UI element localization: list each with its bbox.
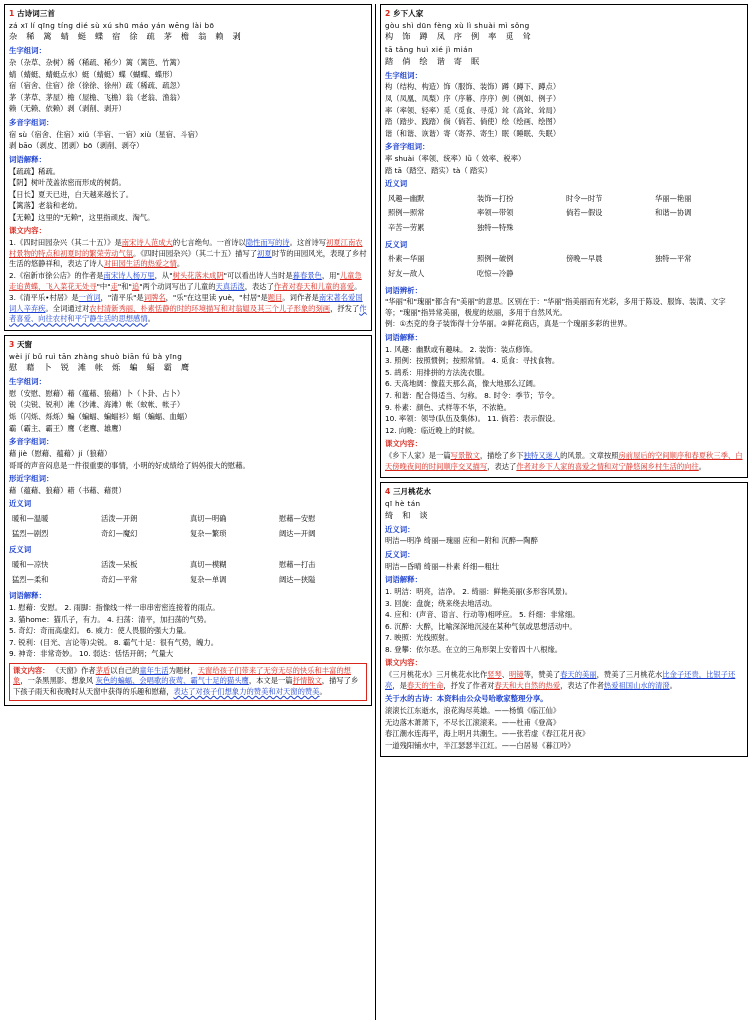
jinyi-cell: 风趣—幽默	[388, 193, 425, 203]
cihui-label: 词语解释：	[385, 575, 422, 585]
cihui-item: 7. 和谐：配合得适当、匀称。 8. 时令：季节；节令。	[385, 391, 560, 401]
fanyi-table	[385, 251, 743, 282]
pinyin-line: wèi jí bǔ ruì tān zhàng shuò biān fú bà yīng	[9, 351, 183, 361]
shengzi-list	[385, 82, 743, 139]
cihui-item: 5. 鸪系：用排拼的方法洗衣服。	[385, 367, 490, 377]
jinyi-cell: 辛苦—劳累	[388, 223, 425, 233]
section-heading: 天窗	[16, 339, 33, 349]
jinyi-cell: 慰藉—安慰	[279, 514, 316, 524]
section-gushi-sanshou	[4, 4, 372, 331]
hanzi-line: 绮 和 谈	[385, 509, 431, 520]
kewen-line: 2.《宿新市徐公店》的作者是南宋诗人杨万里，从"树头花落未成阴"可以看出诗人当时是暮春景色，用"儿童急走追黄蝶，飞入菜花无处寻"中"走"和"追"两个动词写出了儿童的天真活泼，表达了作者对春天和儿童的喜爱。	[9, 270, 362, 291]
shengzi-list	[9, 58, 367, 115]
section-number: 1	[9, 9, 15, 18]
shengzi-item: 率（率领、轻率）觅（觅食、寻觅）耸（高耸、耸局）	[385, 105, 561, 115]
cihui-item: 【日长】夏天已进，白天越来越长了。	[9, 189, 134, 199]
fanyi-cell: 活泼—呆板	[101, 560, 138, 570]
shengzi-item: 霸（霸主、霸王）鹰（老鹰、雄鹰）	[9, 423, 126, 433]
bianxi-item: 例：①杰克的身子装饰得十分华丽。②鲜花商店，真是一个瑰丽多彩的世界。	[385, 319, 632, 329]
fanyi-table	[9, 557, 367, 588]
duoyin-label: 多音字组词：	[9, 117, 54, 127]
jinyi-cell	[565, 222, 652, 235]
section-heading: 古诗词三首	[16, 9, 55, 18]
table-row	[11, 574, 365, 587]
gushi-item: 无边落木萧萧下，不尽长江滚滚来。——杜甫《登高》	[385, 717, 561, 727]
shengzi-item: 踏（踏步、践踏）倘（倘若、倘使）绘（绘画、绘图）	[385, 117, 561, 127]
cihui-list	[385, 345, 743, 437]
jinyi-cell: 奇幻—魔幻	[101, 528, 138, 538]
section-number: 2	[385, 9, 391, 18]
cihui-item: 12. 向晚：临近晚上的时候。	[385, 425, 480, 435]
shengzi-item: 杂（杂草、杂树）稀（稀疏、稀少）篱（篱笆、竹篱）	[9, 58, 185, 68]
kewen-content	[9, 238, 367, 325]
fanyi-cell	[654, 268, 741, 281]
jinyi-cell: 照例—照常	[388, 208, 425, 218]
table-row	[387, 268, 741, 281]
shengzi-label: 生字组词：	[385, 70, 422, 80]
jinyi-cell: 真切—明确	[190, 514, 227, 524]
right-column	[376, 4, 748, 1020]
cihui-item: 3. 猫home：猫爪子，有力。 4. 扫荡：清平，加扫荡的气势。	[9, 614, 212, 624]
hanzi-line: 构 饰 蹲 凤 序 例 率 觅 耸	[385, 31, 534, 42]
fanyi-cell: 慰藉—打击	[279, 560, 316, 570]
section-xiangxia-renjia	[380, 4, 748, 478]
shengzi-item: 锐（尖锐、锐利）滩（沙滩、海滩）帐（蚊帐、帐子）	[9, 400, 185, 410]
left-column	[4, 4, 376, 1020]
kewen-line: 《天窗》作者茅盾以自己的童年生活为题材，天窗给孩子们带来了无穷无尽的快乐和丰富的想象，一条黑黑影、想象风 灰色的蝙蝠、会唱歌的夜莺、霸气十足的猫头鹰，本文是一篇抒情散文，描写了乡下孩子雨天和夜晚时从天窗中获得的乐趣和慰藉，表达了对孩子们想象力的赞美和对天窗的赞美。	[13, 665, 359, 696]
duoyin-item: 剥 bāo（剥皮、团剥）bō（剥削、剥夺）	[9, 141, 144, 151]
jinyi-cell: 和谐—协调	[655, 208, 692, 218]
fanyi-cell: 阔达—狭隘	[279, 574, 316, 584]
xingjin-label: 形近字组词：	[9, 474, 54, 484]
kewen-label: 课文内容：	[13, 665, 50, 675]
table-row	[387, 253, 741, 266]
kewen-label: 课文内容：	[385, 439, 422, 449]
cihui-item: 6. 天高地阔：像蓝天那么高，像大地那么辽阔。	[385, 379, 541, 389]
table-row	[11, 528, 365, 541]
cihui-item: 【阴】树叶茂盖浓密而形成的树荫。	[9, 178, 126, 188]
jinyi-table	[385, 191, 743, 237]
gushi-item: 春江潮水连海平，海上明月共潮生。——张若虚《春江花月夜》	[385, 729, 590, 739]
fanyi-cell: 真切—模糊	[190, 560, 227, 570]
duoyin-example: 哥哥的声音闷息是一件很重要的事情，小明的好成绩给了妈妈很大的慰藉。	[9, 460, 250, 470]
cihui-item: 4. 应和：(声音、语言、行动等)相呼应。 5. 纤细：非常细。	[385, 610, 580, 620]
shengzi-item: 谐（和谐、诙谐）寄（寄养、寄生）眠（睡眠、失眠）	[385, 128, 561, 138]
kewen-line: 《乡下人家》是一篇写景散文，描绘了乡下独特又迷人的风景。文章按照房前屋后的空间顺序和春夏秋三季、白天傍晚夜间的时间顺序交叉描写，表达了作者对乡下人家的喜爱之情和对宁静悠闲乡村生活的向往。	[385, 451, 743, 471]
pinyin-line: tā tǎng huì xié jì mián	[385, 45, 473, 55]
shengzi-item: 蜻（蜻蜓、蜻蜓点水）蜓（蜻蜓）蝶（蝴蝶、蝶形）	[9, 69, 177, 79]
fanyi-label: 反义词	[385, 239, 408, 249]
cihui-item: 1. 风趣：幽默或有趣味。 2. 装饰：装点修饰。	[385, 344, 538, 354]
kewen-box	[9, 663, 367, 701]
shengzi-label: 生字组词：	[9, 46, 46, 56]
shengzi-label: 生字组词：	[9, 377, 46, 387]
cihui-label: 词语解释：	[385, 333, 422, 342]
kewen-line: 《三月桃花水》三月桃花水比作竖琴、明镜等，赞美了春天的美丽，赞美了三月桃花水比金子还贵，比银子还亮，是春天的生命，抒发了作者对春天和大自然的热爱，表达了作者热爱祖国山水的清澄。	[385, 670, 736, 690]
kewen-line: 1.《四时田园杂兴（其二十五）》是南宋诗人范成大的七言绝句。一首诗以隐性而写的诗。这首诗写初夏江南农村景物的特点和初夏时的繁荣劳动气氛。《四时田园杂兴》（其二十五）描写了初夏时节的田园风光，表现了乡村生活的悠静祥和，表达了诗人对田园生活的热爱之情。	[9, 238, 367, 269]
cihui-item: 9. 朴素：颜色、式样等不华，不浓艳。	[385, 402, 512, 412]
jinyi-label: 近义词	[385, 179, 408, 189]
shengzi-item: 宿（宿舍、住宿）徐（徐徐、徐州）疏（稀疏、疏忽）	[9, 81, 185, 91]
gushi-item: 滚滚长江东逝水，浪花淘尽英雄。——杨慎《临江仙》	[385, 706, 561, 716]
jinyi-cell: 复杂—繁琐	[190, 528, 227, 538]
fanyi-cell: 独特—平常	[655, 254, 692, 264]
fanyi-cell: 好友—敌人	[388, 268, 425, 278]
cihui-list	[9, 603, 367, 660]
jinyi-cell: 倘若—假设	[566, 208, 603, 218]
gushi-item: 一道残阳铺水中，半江瑟瑟半江红。——白居易《暮江吟》	[385, 740, 575, 750]
cihui-item: 9. 神奇：非常奇妙。 10. 弱达：恬恬开朗；气量大	[9, 649, 174, 659]
jinyi-cell: 华丽—艳丽	[655, 193, 692, 203]
section-title	[385, 8, 743, 19]
fanyi-cell: 傍晚—早晨	[566, 254, 603, 264]
cihui-list	[385, 587, 743, 655]
xingjin-item: 藉（蕴藉、狼藉）耤（书藉、藉贯）	[9, 485, 126, 495]
shengzi-item: 构（结构、构造）饰（服饰、装饰）蹲（蹲下、蹲点）	[385, 82, 561, 92]
cihui-item: 3. 回旋：盘旋；绕来绕去地活动。	[385, 598, 497, 608]
gushi-list	[385, 706, 743, 751]
section-tianchuang	[4, 335, 372, 706]
shengzi-item: 茅（茅草、茅屋）檐（屋檐、飞檐）翁（老翁、渔翁）	[9, 92, 185, 102]
fanyi-label: 反义词	[9, 545, 32, 555]
duoyin-item: 率 shuài（率领、统率）lǜ（ 效率、税率）	[385, 154, 526, 164]
cihui-item: 3. 照例：按照惯例；按照常情。 4. 觅食：寻找食物。	[385, 356, 560, 366]
cihui-item: 10. 率领：领导(队伍及集体)。 11. 倘若：表示假设。	[385, 414, 560, 424]
section-title	[9, 8, 367, 19]
fanyi-label: 反义词：	[385, 549, 415, 559]
fanyi-cell: 朴素—华丽	[388, 254, 425, 264]
gushi-label: 关于水的古诗：本资料由公众号哈歌家整理分享。	[385, 694, 548, 704]
cihui-list	[9, 167, 367, 224]
shengzi-item: 慰（安慰、慰藉）藉（蕴藉、狼藉）卜（卜卦、占卜）	[9, 388, 185, 398]
cihui-item: 7. 映照：光线照射。	[385, 633, 453, 643]
jinyi-cell: 活泼—开朗	[101, 514, 138, 524]
pinyin-line: zá xī lí qīng tíng dié sù xú shū máo yán wēng lài bō	[9, 21, 215, 30]
jinyi-label: 近义词：	[385, 524, 415, 534]
cihui-item: 1. 明洁：明亮，洁净。 2. 绮丽：鲜艳美丽(多形容风景)。	[385, 586, 573, 596]
fanyi-cell: 猛烈—柔和	[12, 574, 49, 584]
hanzi-line: 踏 倘 绘 谐 寄 眠	[385, 55, 483, 66]
section-number: 3	[9, 339, 15, 349]
section-heading: 乡下人家	[392, 9, 424, 18]
pinyin-line: gòu shì dūn fèng xù lì shuài mì sǒng	[385, 21, 530, 30]
duoyin-item: 踏 tā（踏空、踏实）tà（ 踏实）	[385, 165, 492, 175]
section-sanyue-taohuashui	[380, 482, 748, 757]
duoyin-label: 多音字组词：	[385, 142, 430, 152]
hanzi-line: 慰 藉 卜 锐 滩 帐 烁 蝙 蝠 霸 鹰	[9, 362, 193, 373]
hanzi-line: 杂 稀 篱 蜻 蜓 蝶 宿 徐 疏 茅 檐 翁 赖 剥	[9, 31, 244, 42]
table-row	[387, 222, 741, 235]
duoyin-list	[9, 130, 367, 152]
fanyi-cell: 复杂—单调	[190, 574, 227, 584]
section-heading: 三月桃花水	[392, 487, 431, 497]
fanyi-cell: 照例—破例	[477, 254, 514, 264]
shengzi-item: 赖（无赖、依赖）剥（剥削、剥开）	[9, 104, 126, 114]
jinyi-cell: 阔达—开阔	[279, 528, 316, 538]
jinyi-cell: 率领—带领	[477, 208, 514, 218]
shengzi-item: 凤（凤凰、凤梨）序（序幕、序序）例（例如、例子）	[385, 93, 561, 103]
table-row	[387, 193, 741, 206]
kewen-line: 3.《清平乐•村居》是一首词，"清平乐"是词牌名，"乐"在这里读 yuè，"村居"是题目。词作者是南宋著名爱国词人辛弃疾。全词通过对农村清新秀丽、朴素恬静的时的环境描写和对翁媪及其三个儿子形象的刻画，抒发了作者喜爱、向往农村和平宁静生活的思想感情。	[9, 293, 367, 324]
bianxi-label: 词语辨析：	[385, 285, 422, 295]
cihui-item: 8. 登攀：依尔恶。在立的三角形架上安着四十八根缘。	[385, 644, 563, 654]
cihui-item: 7. 锐利：(目光、言论等)尖锐。 8. 霸气十足：很有气势，魄力。	[9, 637, 218, 647]
bianxi-item: "华丽"和"瑰丽"都含有"美丽"的意思。区别在于："华丽"指美丽而有光彩，多用于陈设、服饰、装潢、文字等；"瑰丽"指异常美丽，极度的炫丽，多用于自然风光。	[385, 297, 726, 317]
section-title	[9, 339, 367, 350]
cihui-item: 【无赖】这里的"无赖"，这里指顽皮、淘气。	[9, 212, 155, 222]
pinyin-line: qī hè tán	[385, 499, 421, 509]
section-number: 4	[385, 487, 391, 497]
jinyi-cell: 时令—时节	[566, 193, 603, 203]
fanyi-cell: 吃惊—冷静	[477, 268, 514, 278]
duoyin-label: 多音字组词：	[9, 437, 54, 447]
shengzi-item: 烁（闪烁、烁烁）蝙（蝙蝠、蝙蝠衫）蝠（蝙蝠、血蝠）	[9, 412, 192, 422]
cihui-item: 【疏疏】稀疏。	[9, 166, 61, 176]
jinyi-cell: 暖和—温暖	[12, 514, 49, 524]
cihui-item: 【篱落】老翁和老幼。	[9, 201, 82, 211]
fanyi-cell	[565, 268, 652, 281]
jinyi-cell: 装饰—打扮	[477, 193, 514, 203]
kewen-label: 课文内容：	[385, 658, 422, 668]
table-row	[387, 207, 741, 220]
cihui-item: 1. 慰藉：安慰。 2. 雨脚：指像线一样一串串密密连接着的雨点。	[9, 602, 220, 612]
shengzi-list	[9, 389, 367, 434]
cihui-label: 词语解释：	[9, 591, 46, 601]
duoyin-item: 宿 sù（宿舍、住宿）xiǔ（半宿、一宿）xiù（星宿、斗宿）	[9, 129, 203, 139]
kewen-label: 课文内容：	[9, 226, 46, 236]
jinyi-cell	[654, 222, 741, 235]
fanyi-cell: 奇幻—平常	[101, 574, 138, 584]
fanyi-item: 明洁—昏晴 绮丽—朴素 纤细—粗壮	[385, 561, 500, 571]
duoyin-item: 藉 jiè（慰藉、蕴藉）jí（狼藉）	[9, 448, 112, 458]
cihui-item: 6. 沉醉：大醉，比喻深深地沉浸在某种气氛或思想活动中。	[385, 621, 577, 631]
cihui-label: 词语解释：	[9, 154, 46, 164]
fanyi-cell: 暖和—凉快	[12, 560, 49, 570]
jinyi-cell: 独特—特殊	[477, 223, 514, 233]
jinyi-table	[9, 511, 367, 542]
jinyi-item: 明洁—明净 绮丽—瑰丽 应和—附和 沉醉—陶醉	[385, 536, 538, 546]
table-row	[11, 513, 365, 526]
table-row	[11, 559, 365, 572]
jinyi-cell: 猛烈—剧烈	[12, 528, 49, 538]
jinyi-label: 近义词	[9, 499, 32, 509]
section-title	[385, 486, 743, 497]
cihui-item: 5. 奇幻：奇而高虚幻。 6. 威力：使人畏服的强大力量。	[9, 626, 191, 636]
